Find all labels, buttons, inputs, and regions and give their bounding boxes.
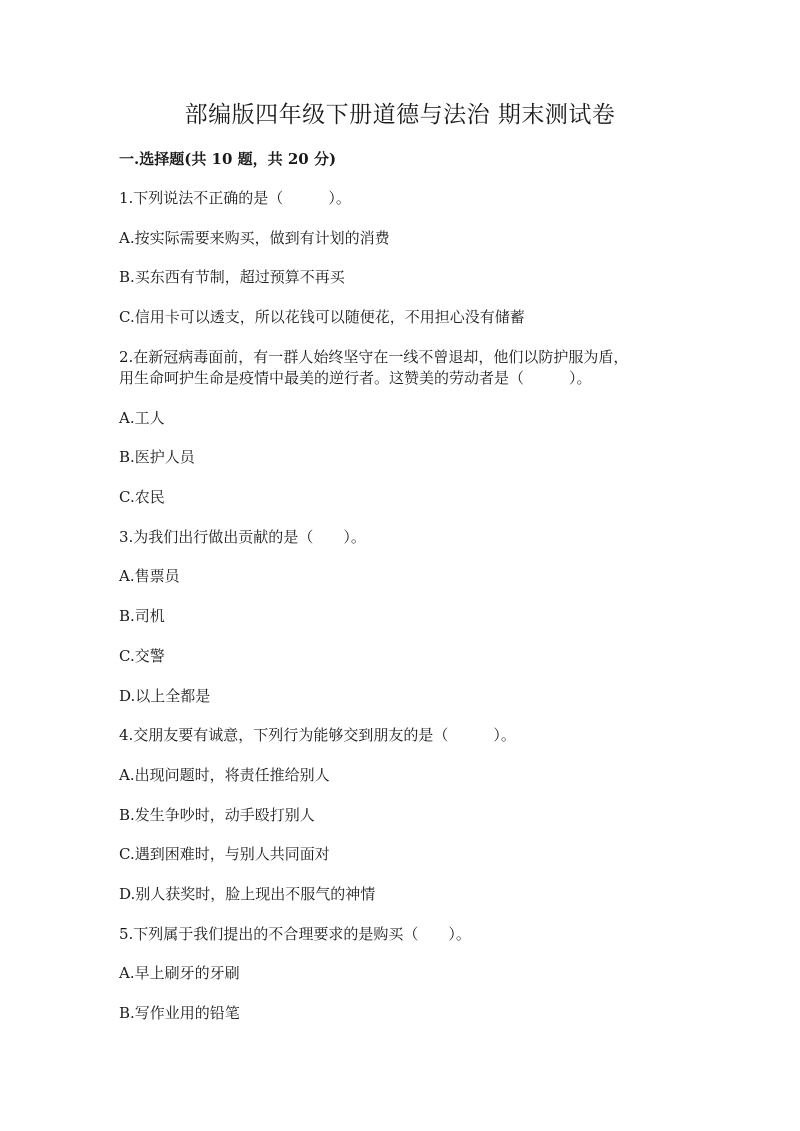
question-1-option-a: A.按实际需要来购买，做到有计划的消费 bbox=[119, 229, 390, 247]
section-heading: 一.选择题(共 10 题，共 20 分) bbox=[119, 150, 337, 168]
question-2-option-c: C.农民 bbox=[119, 488, 165, 506]
question-3-option-c: C.交警 bbox=[119, 647, 165, 665]
question-5-option-b: B.写作业用的铅笔 bbox=[119, 1004, 240, 1022]
question-5-stem: 5.下列属于我们提出的不合理要求的是购买（ ）。 bbox=[119, 925, 471, 943]
question-4-option-b: B.发生争吵时，动手殴打别人 bbox=[119, 806, 315, 824]
question-1-option-c: C.信用卡可以透支，所以花钱可以随便花，不用担心没有储蓄 bbox=[119, 308, 525, 326]
question-2-option-a: A.工人 bbox=[119, 409, 165, 427]
question-3-option-b: B.司机 bbox=[119, 607, 165, 625]
question-4-stem: 4.交朋友要有诚意，下列行为能够交到朋友的是（ ）。 bbox=[119, 726, 516, 744]
question-1-option-b: B.买东西有节制，超过预算不再买 bbox=[119, 268, 345, 286]
question-3-option-d: D.以上全都是 bbox=[119, 687, 211, 705]
question-2-stem-line-2: 用生命呵护生命是疫情中最美的逆行者。这赞美的劳动者是（ ）。 bbox=[119, 369, 592, 387]
question-2-option-b: B.医护人员 bbox=[119, 448, 195, 466]
question-3-option-a: A.售票员 bbox=[119, 567, 180, 585]
question-5-option-a: A.早上刷牙的牙刷 bbox=[119, 964, 240, 982]
question-3-stem: 3.为我们出行做出贡献的是（ ）。 bbox=[119, 528, 366, 546]
question-2-stem-line-1: 2.在新冠病毒面前，有一群人始终坚守在一线不曾退却，他们以防护服为盾， bbox=[119, 348, 629, 366]
question-1-stem: 1.下列说法不正确的是（ ）。 bbox=[119, 189, 351, 207]
question-4-option-d: D.别人获奖时，脸上现出不服气的神情 bbox=[119, 885, 376, 903]
page-title: 部编版四年级下册道德与法治 期末测试卷 bbox=[184, 102, 616, 128]
question-4-option-a: A.出现问题时，将责任推给别人 bbox=[119, 766, 330, 784]
question-4-option-c: C.遇到困难时，与别人共同面对 bbox=[119, 845, 330, 863]
